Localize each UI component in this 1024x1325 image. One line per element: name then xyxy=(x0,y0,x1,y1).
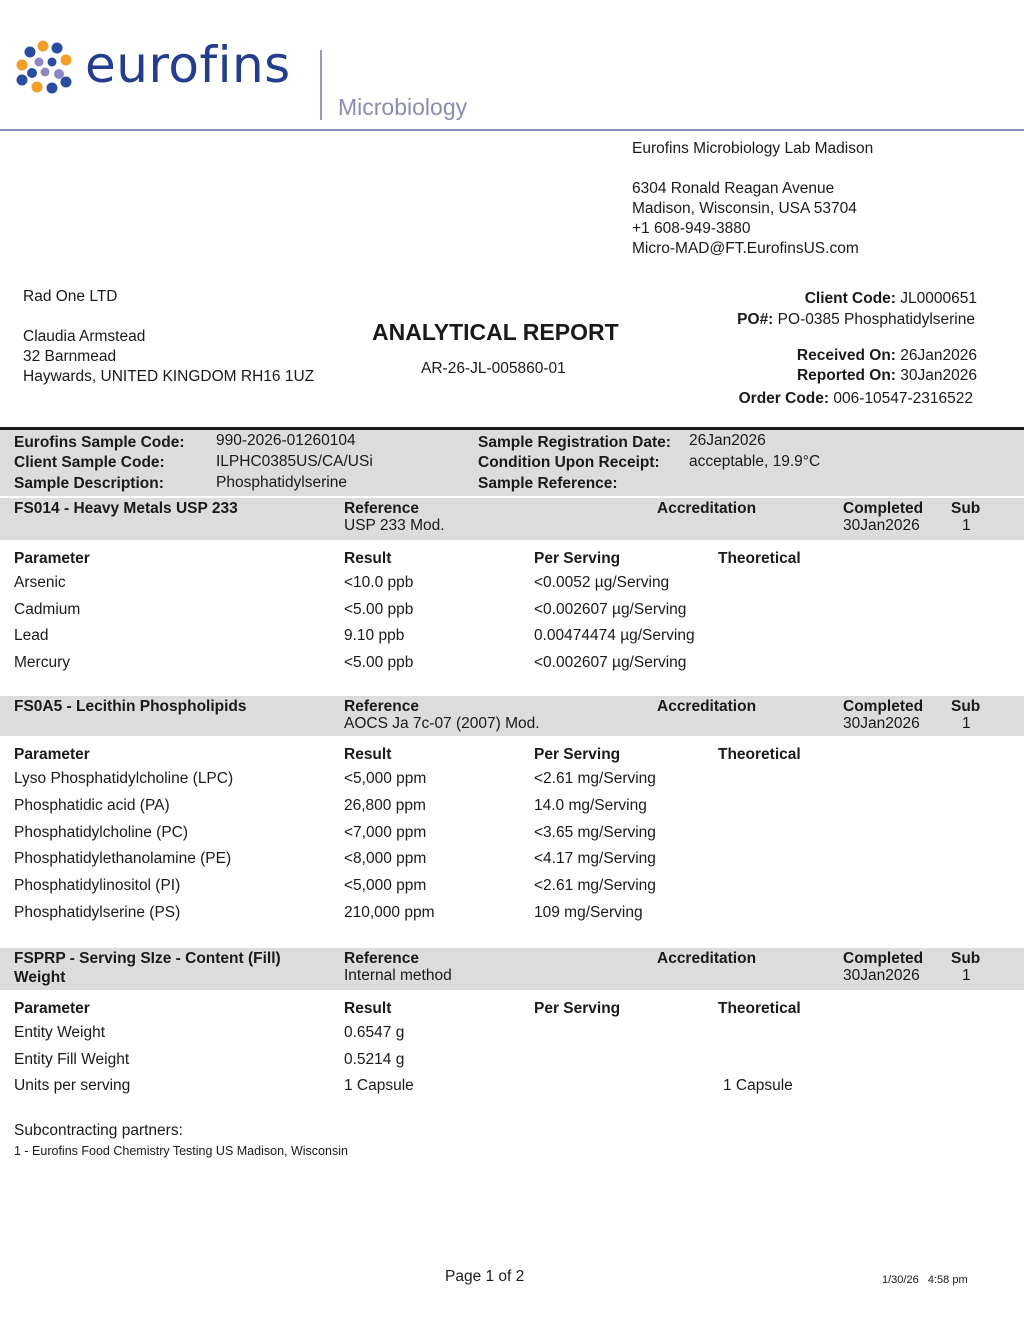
registration-date-value: 26Jan2026 xyxy=(689,432,766,449)
reference-value: AOCS Ja 7c-07 (2007) Mod. xyxy=(344,715,540,732)
client-sample-label: Client Sample Code: xyxy=(14,454,165,471)
reference-value: USP 233 Mod. xyxy=(344,517,445,534)
column-header: Result xyxy=(344,550,392,567)
accreditation-label: Accreditation xyxy=(657,698,757,715)
completed-label: Completed xyxy=(843,950,924,967)
sub-label: Sub xyxy=(951,500,981,517)
table-cell-per-serving: 109 mg/Serving xyxy=(534,904,643,921)
test-title: FS014 - Heavy Metals USP 233 xyxy=(14,500,238,517)
table-cell-theoretical: 1 Capsule xyxy=(723,1077,793,1095)
accreditation-label: Accreditation xyxy=(657,500,757,517)
table-cell-parameter: Phosphatidylethanolamine (PE) xyxy=(14,850,232,868)
order-code-line xyxy=(739,390,973,408)
lab-address-line1: 6304 Ronald Reagan Avenue xyxy=(632,180,835,197)
test-title: FS0A5 - Lecithin Phospholipids xyxy=(14,698,247,715)
received-label: Received On: xyxy=(796,347,896,364)
column-header: Per Serving xyxy=(534,746,621,763)
accreditation-label: Accreditation xyxy=(657,950,757,967)
completed-value: 30Jan2026 xyxy=(843,715,920,732)
test-title-line2: Weight xyxy=(14,969,66,986)
table-cell-per-serving: <3.65 mg/Serving xyxy=(534,823,656,841)
client-sample-value: ILPHC0385US/CA/USi xyxy=(216,453,373,470)
column-header: Per Serving xyxy=(534,550,621,567)
client-contact: Claudia Armstead xyxy=(23,328,146,345)
table-cell-parameter: Arsenic xyxy=(14,574,66,591)
received-value: 26Jan2026 xyxy=(900,347,977,364)
column-header: Parameter xyxy=(14,746,90,763)
table-cell-parameter: Phosphatidic acid (PA) xyxy=(14,796,170,814)
reference-label: Reference xyxy=(344,500,419,517)
lab-name: Eurofins Microbiology Lab Madison xyxy=(632,140,874,157)
sample-code-value: 990-2026-01260104 xyxy=(216,432,356,449)
sample-reference-label: Sample Reference: xyxy=(478,475,618,492)
lab-email: Micro-MAD@FT.EurofinsUS.com xyxy=(632,240,859,257)
table-cell-result: <5.00 ppb xyxy=(344,600,414,618)
sub-value: 1 xyxy=(962,715,971,732)
column-header: Theoretical xyxy=(718,550,801,567)
po-line xyxy=(737,311,975,329)
division-name: Microbiology xyxy=(338,94,468,120)
table-cell-per-serving: <2.61 mg/Serving xyxy=(534,770,656,787)
completed-label: Completed xyxy=(843,698,924,715)
table-cell-result: <5.00 ppb xyxy=(344,654,414,672)
client-code-line xyxy=(805,290,977,308)
client-address-line1: 32 Barnmead xyxy=(23,348,117,365)
registration-date-label: Sample Registration Date: xyxy=(478,434,671,451)
condition-value: acceptable, 19.9°C xyxy=(689,453,821,470)
completed-value: 30Jan2026 xyxy=(843,517,920,534)
table-cell-result: <5,000 ppm xyxy=(344,877,427,895)
condition-label: Condition Upon Receipt: xyxy=(478,454,660,471)
table-cell-result: 1 Capsule xyxy=(344,1077,414,1095)
column-header: Parameter xyxy=(14,550,90,567)
column-header: Theoretical xyxy=(718,1000,801,1017)
table-cell-parameter: Mercury xyxy=(14,654,70,672)
table-cell-result: 9.10 ppb xyxy=(344,627,405,645)
reported-value: 30Jan2026 xyxy=(900,367,977,384)
header-rule xyxy=(0,129,1024,131)
reference-label: Reference xyxy=(344,950,419,967)
sub-value: 1 xyxy=(962,967,971,984)
po-label: PO#: xyxy=(737,311,774,328)
reported-label: Reported On: xyxy=(796,367,896,384)
sub-label: Sub xyxy=(951,698,981,715)
reference-label: Reference xyxy=(344,698,419,715)
table-cell-per-serving: <0.002607 µg/Serving xyxy=(534,654,687,672)
table-cell-parameter: Phosphatidylinositol (PI) xyxy=(14,877,181,895)
table-cell-parameter: Lyso Phosphatidylcholine (LPC) xyxy=(14,770,234,787)
table-cell-result: 0.6547 g xyxy=(344,1024,405,1041)
table-cell-parameter: Phosphatidylcholine (PC) xyxy=(14,823,189,841)
table-cell-per-serving: <4.17 mg/Serving xyxy=(534,850,656,868)
table-cell-result: 0.5214 g xyxy=(344,1050,405,1068)
order-code-value: 006-10547-2316522 xyxy=(833,390,973,407)
report-timestamp: 1/30/26 4:58 pm xyxy=(882,1274,968,1286)
page-number: Page 1 of 2 xyxy=(445,1268,525,1285)
completed-label: Completed xyxy=(843,500,924,517)
test-title: FSPRP - Serving SIze - Content (Fill) xyxy=(14,950,281,967)
report-number: AR-26-JL-005860-01 xyxy=(421,360,566,377)
table-cell-result: 26,800 ppm xyxy=(344,796,426,814)
reported-line xyxy=(797,367,977,385)
table-cell-result: <10.0 ppb xyxy=(344,574,414,591)
report-title: ANALYTICAL REPORT xyxy=(372,319,619,345)
subcontracting-item: 1 - Eurofins Food Chemistry Testing US Madison, Wisconsin xyxy=(14,1144,348,1158)
column-header: Result xyxy=(344,1000,392,1017)
table-cell-per-serving: 0.00474474 µg/Serving xyxy=(534,627,695,645)
table-cell-result: 210,000 ppm xyxy=(344,904,435,921)
table-cell-parameter: Phosphatidylserine (PS) xyxy=(14,904,181,921)
sample-code-label: Eurofins Sample Code: xyxy=(14,434,185,451)
client-address-line2: Haywards, UNITED KINGDOM RH16 1UZ xyxy=(23,368,315,385)
table-cell-per-serving: 14.0 mg/Serving xyxy=(534,796,647,814)
table-cell-result: <5,000 ppm xyxy=(344,770,427,787)
po-value: PO-0385 Phosphatidylserine xyxy=(777,311,975,328)
eurofins-logo-dots-icon xyxy=(12,38,74,98)
lab-address-line2: Madison, Wisconsin, USA 53704 xyxy=(632,200,857,217)
table-cell-parameter: Cadmium xyxy=(14,600,81,618)
order-code-label: Order Code: xyxy=(738,390,830,407)
column-header: Result xyxy=(344,746,392,763)
table-cell-per-serving: <0.0052 µg/Serving xyxy=(534,574,670,591)
sub-label: Sub xyxy=(951,950,981,967)
received-line xyxy=(797,347,977,365)
column-header: Parameter xyxy=(14,1000,90,1017)
logo-divider xyxy=(320,50,322,120)
sample-description-label: Sample Description: xyxy=(14,475,164,492)
table-cell-parameter: Entity Weight xyxy=(14,1024,106,1041)
table-cell-result: <8,000 ppm xyxy=(344,850,427,868)
sample-description-value: Phosphatidylserine xyxy=(216,474,347,491)
client-code-value: JL0000651 xyxy=(900,290,977,307)
subcontracting-label: Subcontracting partners: xyxy=(14,1122,183,1139)
lab-phone: +1 608-949-3880 xyxy=(632,220,751,237)
table-cell-per-serving: <0.002607 µg/Serving xyxy=(534,600,687,618)
brand-name: eurofins xyxy=(85,36,291,94)
completed-value: 30Jan2026 xyxy=(843,967,920,984)
table-cell-parameter: Lead xyxy=(14,627,49,645)
sub-value: 1 xyxy=(962,517,971,534)
table-cell-per-serving: <2.61 mg/Serving xyxy=(534,877,656,895)
table-cell-parameter: Entity Fill Weight xyxy=(14,1050,130,1068)
table-cell-parameter: Units per serving xyxy=(14,1077,131,1095)
column-header: Per Serving xyxy=(534,1000,621,1017)
table-cell-result: <7,000 ppm xyxy=(344,823,427,841)
client-code-label: Client Code: xyxy=(804,290,896,307)
reference-value: Internal method xyxy=(344,967,452,984)
column-header: Theoretical xyxy=(718,746,801,763)
client-company: Rad One LTD xyxy=(23,288,118,305)
